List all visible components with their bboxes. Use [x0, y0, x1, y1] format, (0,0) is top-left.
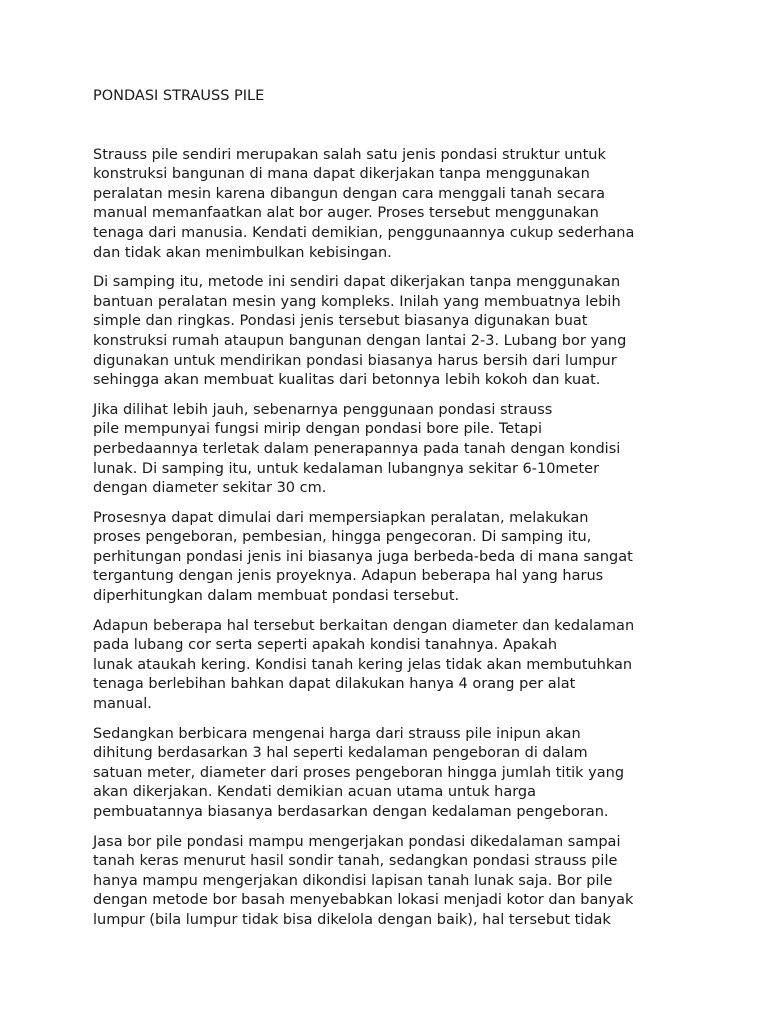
paragraph-line: tenaga berlebihan bahkan dapat dilakukan hanya 4 orang per alat — [93, 676, 576, 693]
paragraph-line: lunak. Di samping itu, untuk kedalaman lubangnya sekitar 6-10meter — [93, 460, 600, 477]
paragraph-line: satuan meter, diameter dari proses pengeboran hingga jumlah titik yang — [93, 764, 625, 781]
paragraph-line: tergantung dengan jenis proyeknya. Adapun beberapa hal yang harus — [93, 568, 604, 585]
document-body — [93, 146, 683, 931]
paragraph-line: perhitungan pondasi jenis ini biasanya juga berbeda-beda di mana sangat — [93, 548, 633, 565]
paragraph — [93, 725, 683, 823]
paragraph — [93, 273, 683, 391]
paragraph-line: dan tidak akan menimbulkan kebisingan. — [93, 244, 392, 261]
paragraph-line: perbedaannya terletak dalam penerapannya pada tanah dengan kondisi — [93, 440, 621, 457]
paragraph — [93, 833, 683, 931]
paragraph-line: tanah keras menurut hasil sondir tanah, sedangkan pondasi strauss pile — [93, 853, 618, 870]
paragraph-line: pembuatannya biasanya berdasarkan dengan kedalaman pengeboran. — [93, 804, 609, 820]
paragraph-line: manual. — [93, 696, 152, 713]
paragraph-line: akan dikerjakan. Kendati demikian acuan utama untuk harga — [93, 784, 537, 801]
paragraph-line: Adapun beberapa hal tersebut berkaitan dengan diameter dan kedalaman — [93, 617, 635, 634]
paragraph-line: Jasa bor pile pondasi mampu mengerjakan pondasi dikedalaman sampai — [93, 833, 621, 850]
document-title: PONDASI STRAUSS PILE — [93, 88, 265, 104]
paragraph-line: peralatan mesin karena dibangun dengan cara menggali tanah secara — [93, 185, 606, 202]
paragraph-line: Strauss pile sendiri merupakan salah satu jenis pondasi struktur untuk — [93, 146, 606, 163]
paragraph-line: pada lubang cor serta seperti apakah kondisi tanahnya. Apakah — [93, 637, 558, 654]
paragraph-line: tenaga dari manusia. Kendati demikian, penggunaannya cukup sederhana — [93, 224, 635, 241]
paragraph-line: konstruksi rumah ataupun bangunan dengan lantai 2-3. Lubang bor yang — [93, 332, 627, 349]
paragraph-line: Prosesnya dapat dimulai dari mempersiapkan peralatan, melakukan — [93, 509, 589, 526]
paragraph — [93, 401, 683, 499]
paragraph-line: bantuan peralatan mesin yang kompleks. Inilah yang membuatnya lebih — [93, 293, 621, 310]
paragraph-line: lumpur (bila lumpur tidak bisa dikelola dengan baik), hal tersebut tidak — [93, 911, 611, 928]
paragraph-line: manual memanfaatkan alat bor auger. Proses tersebut menggunakan — [93, 205, 599, 222]
paragraph-line: dengan diameter sekitar 30 cm. — [93, 480, 327, 497]
paragraph-line: pile mempunyai fungsi mirip dengan pondasi bore pile. Tetapi — [93, 421, 543, 438]
paragraph-line: proses pengeboran, pembesian, hingga pengecoran. Di samping itu, — [93, 529, 592, 546]
paragraph-line: digunakan untuk mendirikan pondasi biasanya harus bersih dari lumpur — [93, 352, 617, 369]
paragraph-line: dengan metode bor basah menyebabkan lokasi menjadi kotor dan banyak — [93, 892, 634, 909]
paragraph-line: dihitung berdasarkan 3 hal seperti kedalaman pengeboran di dalam — [93, 745, 588, 762]
paragraph-line: sehingga akan membuat kualitas dari betonnya lebih kokoh dan kuat. — [93, 372, 601, 389]
paragraph-line: Jika dilihat lebih jauh, sebenarnya penggunaan pondasi strauss — [93, 401, 553, 418]
paragraph-line: simple dan ringkas. Pondasi jenis tersebut biasanya digunakan buat — [93, 313, 588, 330]
paragraph — [93, 617, 683, 715]
paragraph-line: Sedangkan berbicara mengenai harga dari strauss pile inipun akan — [93, 725, 581, 742]
paragraph — [93, 509, 683, 607]
paragraph-line: diperhitungkan dalam membuat pondasi tersebut. — [93, 588, 460, 605]
paragraph-line: konstruksi bangunan di mana dapat dikerjakan tanpa menggunakan — [93, 166, 590, 183]
document-page — [93, 87, 683, 941]
paragraph-line: hanya mampu mengerjakan dikondisi lapisan tanah lunak saja. Bor pile — [93, 872, 613, 889]
paragraph-line: lunak ataukah kering. Kondisi tanah kering jelas tidak akan membutuhkan — [93, 656, 633, 673]
paragraph-line: Di samping itu, metode ini sendiri dapat dikerjakan tanpa menggunakan — [93, 274, 621, 291]
paragraph — [93, 146, 683, 264]
